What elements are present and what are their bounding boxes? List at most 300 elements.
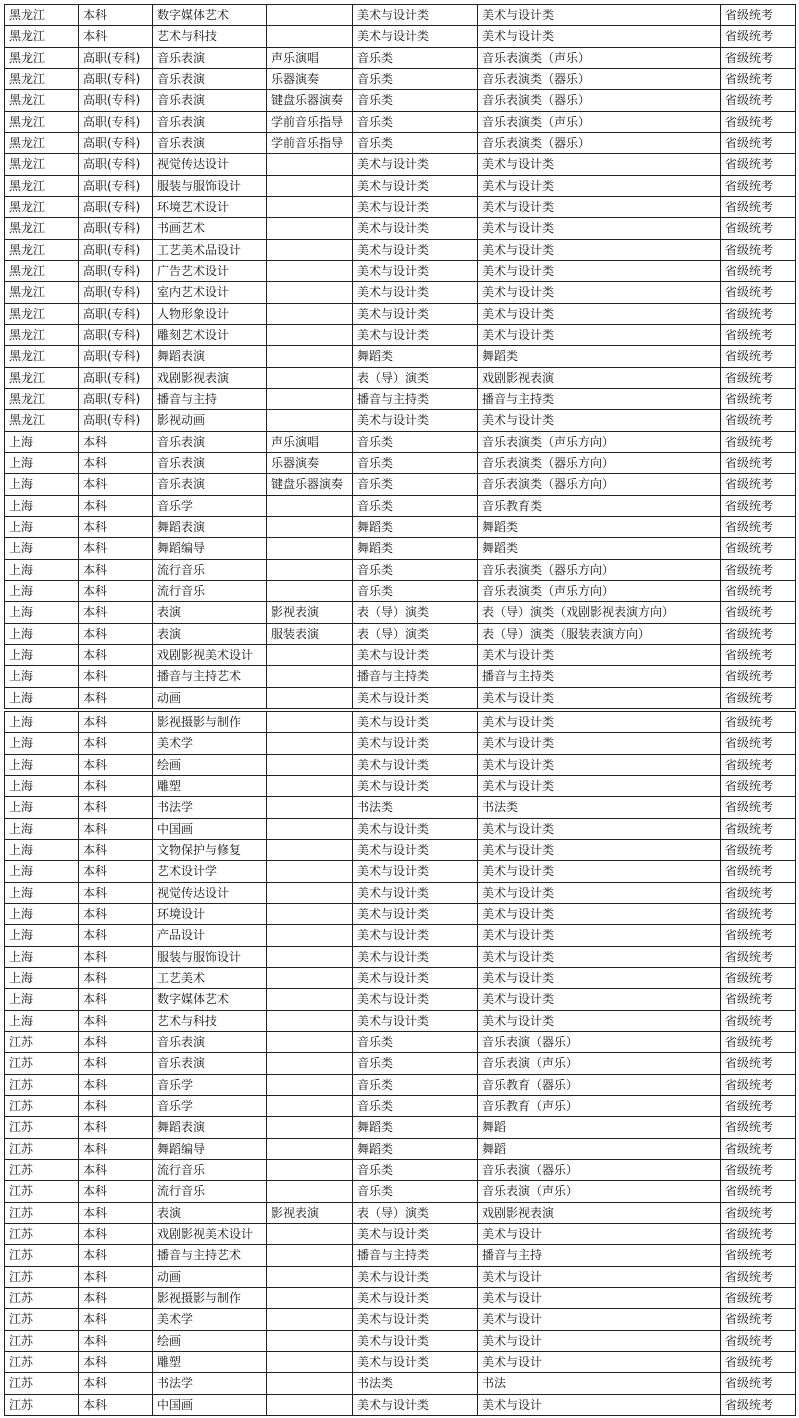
exam-type-cell: 省级统考 — [721, 989, 796, 1010]
exam-type-cell: 省级统考 — [721, 666, 796, 687]
exam-type-cell: 省级统考 — [721, 1351, 796, 1372]
direction-cell — [267, 26, 353, 47]
major-cell: 绘画 — [153, 1330, 267, 1351]
major-cell: 音乐学 — [153, 1074, 267, 1095]
exam-type-cell: 省级统考 — [721, 733, 796, 754]
direction-cell — [267, 559, 353, 580]
level-cell: 高职(专科) — [79, 388, 153, 409]
direction-cell — [267, 367, 353, 388]
exam-type-cell: 省级统考 — [721, 26, 796, 47]
subcategory-cell: 表（导）演类（服装表演方向） — [478, 623, 721, 644]
exam-type-cell: 省级统考 — [721, 5, 796, 26]
category-cell: 音乐类 — [353, 1181, 478, 1202]
exam-type-cell: 省级统考 — [721, 388, 796, 409]
province-cell: 江苏 — [5, 1394, 79, 1415]
category-cell: 美术与设计类 — [353, 260, 478, 281]
direction-cell — [267, 1223, 353, 1244]
level-cell: 本科 — [79, 1117, 153, 1138]
category-cell: 美术与设计类 — [353, 687, 478, 708]
direction-cell — [267, 882, 353, 903]
exam-type-cell: 省级统考 — [721, 712, 796, 733]
exam-type-cell: 省级统考 — [721, 967, 796, 988]
direction-cell — [267, 775, 353, 796]
major-cell: 美术学 — [153, 1309, 267, 1330]
major-cell: 音乐表演 — [153, 452, 267, 473]
exam-type-cell: 省级统考 — [721, 218, 796, 239]
table-row — [5, 367, 796, 388]
subcategory-cell: 美术与设计类 — [478, 687, 721, 708]
major-cell: 雕刻艺术设计 — [153, 324, 267, 345]
direction-cell — [267, 1245, 353, 1266]
subcategory-cell: 音乐表演类（声乐方向） — [478, 580, 721, 601]
category-cell: 音乐类 — [353, 452, 478, 473]
major-cell: 环境设计 — [153, 903, 267, 924]
table-row — [5, 687, 796, 708]
table-body — [5, 5, 796, 709]
province-cell: 上海 — [5, 452, 79, 473]
direction-cell — [267, 388, 353, 409]
direction-cell: 服装表演 — [267, 623, 353, 644]
direction-cell — [267, 1095, 353, 1116]
category-cell: 美术与设计类 — [353, 26, 478, 47]
major-cell: 舞蹈编导 — [153, 1138, 267, 1159]
category-cell: 书法类 — [353, 797, 478, 818]
exam-type-cell: 省级统考 — [721, 68, 796, 89]
category-cell: 美术与设计类 — [353, 1223, 478, 1244]
level-cell: 本科 — [79, 1287, 153, 1308]
subcategory-cell: 音乐表演类（器乐） — [478, 90, 721, 111]
direction-cell — [267, 687, 353, 708]
exam-type-cell: 省级统考 — [721, 90, 796, 111]
category-cell: 舞蹈类 — [353, 1117, 478, 1138]
level-cell: 本科 — [79, 839, 153, 860]
major-cell: 艺术设计学 — [153, 861, 267, 882]
direction-cell — [267, 754, 353, 775]
table-row — [5, 1309, 796, 1330]
major-cell: 影视摄影与制作 — [153, 1287, 267, 1308]
subcategory-cell: 音乐教育（声乐） — [478, 1095, 721, 1116]
level-cell: 本科 — [79, 1330, 153, 1351]
table-row — [5, 1095, 796, 1116]
subcategory-cell: 美术与设计 — [478, 1330, 721, 1351]
level-cell: 高职(专科) — [79, 260, 153, 281]
direction-cell — [267, 239, 353, 260]
table-row — [5, 1010, 796, 1031]
level-cell: 高职(专科) — [79, 218, 153, 239]
subcategory-cell: 音乐表演（声乐） — [478, 1053, 721, 1074]
major-cell: 流行音乐 — [153, 559, 267, 580]
subcategory-cell: 播音与主持 — [478, 1245, 721, 1266]
level-cell: 本科 — [79, 1351, 153, 1372]
major-cell: 广告艺术设计 — [153, 260, 267, 281]
table-row — [5, 775, 796, 796]
subcategory-cell: 音乐表演类（器乐方向） — [478, 452, 721, 473]
level-cell: 本科 — [79, 818, 153, 839]
table-row — [5, 623, 796, 644]
table-row — [5, 474, 796, 495]
level-cell: 本科 — [79, 26, 153, 47]
exam-type-cell: 省级统考 — [721, 797, 796, 818]
category-cell: 美术与设计类 — [353, 946, 478, 967]
table-row — [5, 68, 796, 89]
exam-table-bottom — [4, 711, 796, 1416]
level-cell: 高职(专科) — [79, 68, 153, 89]
subcategory-cell: 音乐表演类（器乐） — [478, 68, 721, 89]
level-cell: 本科 — [79, 559, 153, 580]
subcategory-cell: 音乐表演类（声乐） — [478, 47, 721, 68]
subcategory-cell: 美术与设计类 — [478, 1010, 721, 1031]
table-row — [5, 260, 796, 281]
direction-cell — [267, 818, 353, 839]
major-cell: 音乐学 — [153, 1095, 267, 1116]
category-cell: 音乐类 — [353, 111, 478, 132]
subcategory-cell: 美术与设计类 — [478, 967, 721, 988]
exam-type-cell: 省级统考 — [721, 495, 796, 516]
category-cell: 播音与主持类 — [353, 388, 478, 409]
table-row — [5, 1373, 796, 1394]
exam-type-cell: 省级统考 — [721, 1330, 796, 1351]
province-cell: 黑龙江 — [5, 132, 79, 153]
exam-type-cell: 省级统考 — [721, 516, 796, 537]
exam-type-cell: 省级统考 — [721, 154, 796, 175]
major-cell: 文物保护与修复 — [153, 839, 267, 860]
province-cell: 江苏 — [5, 1330, 79, 1351]
major-cell: 舞蹈编导 — [153, 538, 267, 559]
major-cell: 视觉传达设计 — [153, 154, 267, 175]
province-cell: 黑龙江 — [5, 239, 79, 260]
level-cell: 本科 — [79, 712, 153, 733]
province-cell: 黑龙江 — [5, 367, 79, 388]
table-row — [5, 946, 796, 967]
subcategory-cell: 书法 — [478, 1373, 721, 1394]
level-cell: 高职(专科) — [79, 239, 153, 260]
direction-cell — [267, 410, 353, 431]
table-row — [5, 218, 796, 239]
direction-cell — [267, 175, 353, 196]
major-cell: 音乐表演 — [153, 68, 267, 89]
major-cell: 书画艺术 — [153, 218, 267, 239]
table-row — [5, 1074, 796, 1095]
province-cell: 江苏 — [5, 1053, 79, 1074]
table-row — [5, 410, 796, 431]
subcategory-cell: 美术与设计类 — [478, 754, 721, 775]
subcategory-cell: 美术与设计类 — [478, 196, 721, 217]
subcategory-cell: 美术与设计类 — [478, 5, 721, 26]
province-cell: 黑龙江 — [5, 175, 79, 196]
major-cell: 人物形象设计 — [153, 303, 267, 324]
category-cell: 音乐类 — [353, 495, 478, 516]
subcategory-cell: 舞蹈类 — [478, 516, 721, 537]
province-cell: 江苏 — [5, 1373, 79, 1394]
direction-cell — [267, 218, 353, 239]
province-cell: 江苏 — [5, 1159, 79, 1180]
level-cell: 本科 — [79, 1095, 153, 1116]
direction-cell — [267, 733, 353, 754]
table-row — [5, 754, 796, 775]
direction-cell — [267, 1181, 353, 1202]
exam-type-cell: 省级统考 — [721, 452, 796, 473]
province-cell: 上海 — [5, 903, 79, 924]
major-cell: 艺术与科技 — [153, 26, 267, 47]
category-cell: 美术与设计类 — [353, 818, 478, 839]
level-cell: 本科 — [79, 644, 153, 665]
category-cell: 音乐类 — [353, 1031, 478, 1052]
province-cell: 黑龙江 — [5, 196, 79, 217]
category-cell: 表（导）演类 — [353, 367, 478, 388]
major-cell: 美术学 — [153, 733, 267, 754]
exam-type-cell: 省级统考 — [721, 818, 796, 839]
exam-type-cell: 省级统考 — [721, 538, 796, 559]
province-cell: 黑龙江 — [5, 68, 79, 89]
major-cell: 产品设计 — [153, 925, 267, 946]
direction-cell — [267, 1010, 353, 1031]
level-cell: 本科 — [79, 538, 153, 559]
category-cell: 美术与设计类 — [353, 1351, 478, 1372]
direction-cell — [267, 1159, 353, 1180]
level-cell: 本科 — [79, 882, 153, 903]
table-row — [5, 1394, 796, 1415]
exam-type-cell: 省级统考 — [721, 132, 796, 153]
province-cell: 上海 — [5, 644, 79, 665]
direction-cell: 学前音乐指导 — [267, 111, 353, 132]
category-cell: 书法类 — [353, 1373, 478, 1394]
direction-cell — [267, 516, 353, 537]
category-cell: 播音与主持类 — [353, 666, 478, 687]
level-cell: 本科 — [79, 1181, 153, 1202]
major-cell: 影视摄影与制作 — [153, 712, 267, 733]
subcategory-cell: 美术与设计类 — [478, 644, 721, 665]
subcategory-cell: 戏剧影视表演 — [478, 1202, 721, 1223]
subcategory-cell: 美术与设计 — [478, 1223, 721, 1244]
table-row — [5, 175, 796, 196]
level-cell: 本科 — [79, 431, 153, 452]
direction-cell — [267, 946, 353, 967]
major-cell: 表演 — [153, 602, 267, 623]
table-row — [5, 1159, 796, 1180]
major-cell: 艺术与科技 — [153, 1010, 267, 1031]
subcategory-cell: 舞蹈 — [478, 1138, 721, 1159]
province-cell: 上海 — [5, 431, 79, 452]
exam-type-cell: 省级统考 — [721, 111, 796, 132]
province-cell: 上海 — [5, 733, 79, 754]
province-cell: 黑龙江 — [5, 303, 79, 324]
category-cell: 美术与设计类 — [353, 5, 478, 26]
table-row — [5, 1287, 796, 1308]
province-cell: 上海 — [5, 989, 79, 1010]
exam-type-cell: 省级统考 — [721, 303, 796, 324]
category-cell: 美术与设计类 — [353, 239, 478, 260]
exam-type-cell: 省级统考 — [721, 1245, 796, 1266]
province-cell: 上海 — [5, 861, 79, 882]
category-cell: 音乐类 — [353, 431, 478, 452]
subcategory-cell: 美术与设计类 — [478, 239, 721, 260]
province-cell: 黑龙江 — [5, 324, 79, 345]
major-cell: 室内艺术设计 — [153, 282, 267, 303]
table-row — [5, 967, 796, 988]
table-row — [5, 797, 796, 818]
direction-cell — [267, 1394, 353, 1415]
subcategory-cell: 美术与设计 — [478, 1309, 721, 1330]
category-cell: 表（导）演类 — [353, 623, 478, 644]
table-row — [5, 903, 796, 924]
major-cell: 中国画 — [153, 1394, 267, 1415]
major-cell: 工艺美术品设计 — [153, 239, 267, 260]
direction-cell — [267, 538, 353, 559]
major-cell: 服装与服饰设计 — [153, 946, 267, 967]
level-cell: 本科 — [79, 775, 153, 796]
category-cell: 美术与设计类 — [353, 903, 478, 924]
subcategory-cell: 音乐表演类（器乐方向） — [478, 559, 721, 580]
province-cell: 江苏 — [5, 1181, 79, 1202]
category-cell: 美术与设计类 — [353, 1010, 478, 1031]
category-cell: 音乐类 — [353, 47, 478, 68]
major-cell: 戏剧影视美术设计 — [153, 1223, 267, 1244]
category-cell: 美术与设计类 — [353, 989, 478, 1010]
subcategory-cell: 美术与设计类 — [478, 882, 721, 903]
subcategory-cell: 美术与设计类 — [478, 818, 721, 839]
province-cell: 上海 — [5, 882, 79, 903]
category-cell: 美术与设计类 — [353, 1287, 478, 1308]
exam-type-cell: 省级统考 — [721, 839, 796, 860]
level-cell: 本科 — [79, 989, 153, 1010]
province-cell: 黑龙江 — [5, 111, 79, 132]
subcategory-cell: 戏剧影视表演 — [478, 367, 721, 388]
province-cell: 江苏 — [5, 1074, 79, 1095]
table-row — [5, 1202, 796, 1223]
level-cell: 本科 — [79, 687, 153, 708]
subcategory-cell: 美术与设计类 — [478, 946, 721, 967]
exam-type-cell: 省级统考 — [721, 623, 796, 644]
table-row — [5, 26, 796, 47]
table-row — [5, 882, 796, 903]
province-cell: 江苏 — [5, 1266, 79, 1287]
province-cell: 黑龙江 — [5, 47, 79, 68]
subcategory-cell: 美术与设计类 — [478, 861, 721, 882]
exam-type-cell: 省级统考 — [721, 239, 796, 260]
table-row — [5, 712, 796, 733]
exam-type-cell: 省级统考 — [721, 1373, 796, 1394]
province-cell: 上海 — [5, 495, 79, 516]
subcategory-cell: 美术与设计类 — [478, 712, 721, 733]
table-row — [5, 1245, 796, 1266]
category-cell: 舞蹈类 — [353, 538, 478, 559]
subcategory-cell: 美术与设计类 — [478, 282, 721, 303]
level-cell: 本科 — [79, 1031, 153, 1052]
subcategory-cell: 美术与设计类 — [478, 303, 721, 324]
province-cell: 江苏 — [5, 1245, 79, 1266]
exam-type-cell: 省级统考 — [721, 1202, 796, 1223]
major-cell: 中国画 — [153, 818, 267, 839]
level-cell: 本科 — [79, 754, 153, 775]
subcategory-cell: 美术与设计 — [478, 1394, 721, 1415]
table-row — [5, 925, 796, 946]
major-cell: 表演 — [153, 623, 267, 644]
category-cell: 美术与设计类 — [353, 754, 478, 775]
exam-type-cell: 省级统考 — [721, 1138, 796, 1159]
exam-type-cell: 省级统考 — [721, 1159, 796, 1180]
direction-cell — [267, 1351, 353, 1372]
subcategory-cell: 美术与设计类 — [478, 218, 721, 239]
exam-type-cell: 省级统考 — [721, 1287, 796, 1308]
table-row — [5, 495, 796, 516]
category-cell: 美术与设计类 — [353, 324, 478, 345]
level-cell: 高职(专科) — [79, 346, 153, 367]
category-cell: 美术与设计类 — [353, 154, 478, 175]
subcategory-cell: 播音与主持类 — [478, 666, 721, 687]
table-row — [5, 516, 796, 537]
province-cell: 上海 — [5, 797, 79, 818]
direction-cell — [267, 712, 353, 733]
category-cell: 表（导）演类 — [353, 1202, 478, 1223]
subcategory-cell: 美术与设计 — [478, 1287, 721, 1308]
province-cell: 江苏 — [5, 1117, 79, 1138]
exam-type-cell: 省级统考 — [721, 925, 796, 946]
province-cell: 上海 — [5, 516, 79, 537]
category-cell: 舞蹈类 — [353, 346, 478, 367]
direction-cell — [267, 989, 353, 1010]
province-cell: 黑龙江 — [5, 218, 79, 239]
province-cell: 黑龙江 — [5, 26, 79, 47]
level-cell: 本科 — [79, 903, 153, 924]
category-cell: 舞蹈类 — [353, 516, 478, 537]
major-cell: 音乐表演 — [153, 474, 267, 495]
exam-type-cell: 省级统考 — [721, 775, 796, 796]
level-cell: 本科 — [79, 1309, 153, 1330]
table-row — [5, 818, 796, 839]
major-cell: 音乐表演 — [153, 47, 267, 68]
direction-cell — [267, 1053, 353, 1074]
category-cell: 美术与设计类 — [353, 839, 478, 860]
table-row — [5, 90, 796, 111]
exam-type-cell: 省级统考 — [721, 1394, 796, 1415]
major-cell: 雕塑 — [153, 775, 267, 796]
exam-type-cell: 省级统考 — [721, 903, 796, 924]
table-row — [5, 538, 796, 559]
category-cell: 美术与设计类 — [353, 861, 478, 882]
major-cell: 音乐表演 — [153, 132, 267, 153]
direction-cell — [267, 324, 353, 345]
table-row — [5, 602, 796, 623]
major-cell: 服装与服饰设计 — [153, 175, 267, 196]
exam-type-cell: 省级统考 — [721, 580, 796, 601]
province-cell: 黑龙江 — [5, 346, 79, 367]
level-cell: 高职(专科) — [79, 47, 153, 68]
exam-type-cell: 省级统考 — [721, 474, 796, 495]
exam-type-cell: 省级统考 — [721, 1181, 796, 1202]
table-row — [5, 989, 796, 1010]
direction-cell: 乐器演奏 — [267, 68, 353, 89]
major-cell: 雕塑 — [153, 1351, 267, 1372]
category-cell: 播音与主持类 — [353, 1245, 478, 1266]
subcategory-cell: 舞蹈类 — [478, 346, 721, 367]
table-row — [5, 346, 796, 367]
province-cell: 黑龙江 — [5, 90, 79, 111]
table-row — [5, 196, 796, 217]
subcategory-cell: 美术与设计类 — [478, 410, 721, 431]
direction-cell — [267, 495, 353, 516]
direction-cell — [267, 644, 353, 665]
major-cell: 播音与主持 — [153, 388, 267, 409]
direction-cell — [267, 1138, 353, 1159]
direction-cell — [267, 154, 353, 175]
province-cell: 黑龙江 — [5, 388, 79, 409]
table-row — [5, 644, 796, 665]
direction-cell — [267, 861, 353, 882]
category-cell: 音乐类 — [353, 580, 478, 601]
category-cell: 表（导）演类 — [353, 602, 478, 623]
major-cell: 书法学 — [153, 1373, 267, 1394]
exam-type-cell: 省级统考 — [721, 687, 796, 708]
